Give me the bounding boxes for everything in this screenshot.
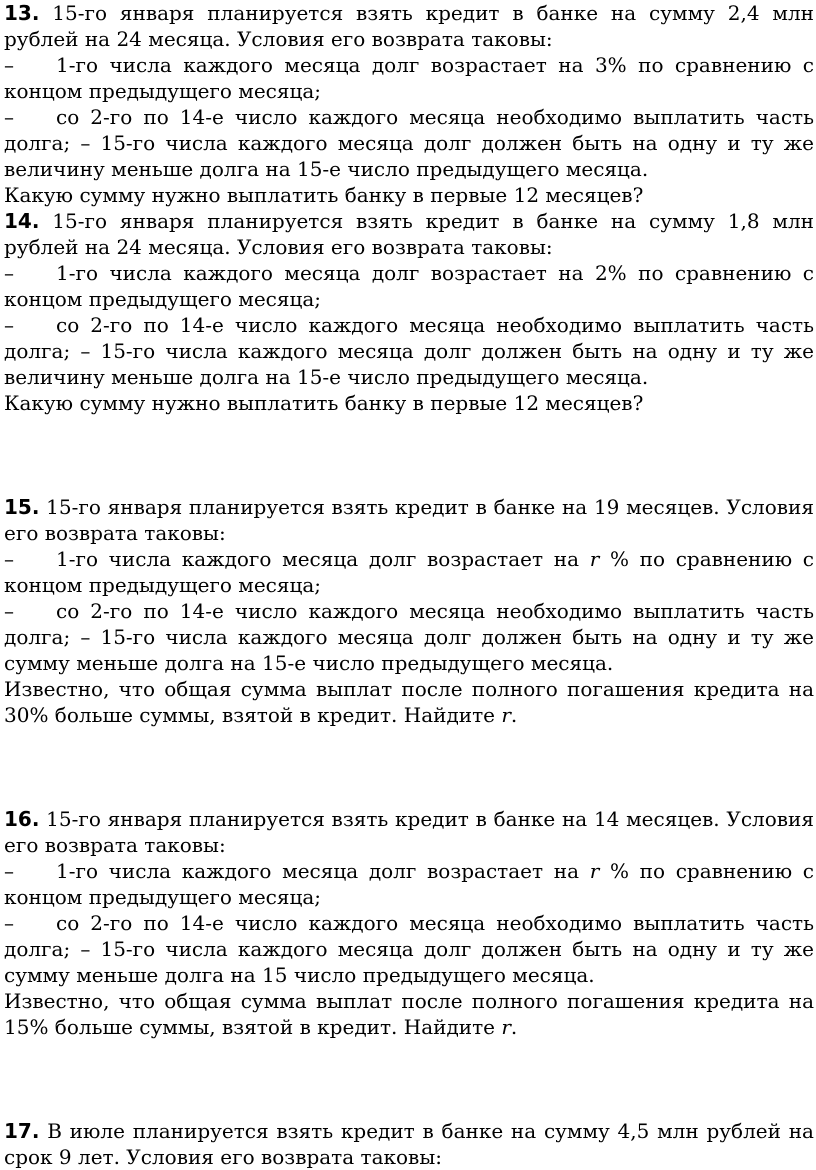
intro-text: 15-го января планируется взять кредит в банке на сумму 2,4 млн рублей на 24 месяца. Условия его возврата таковы:: [4, 1, 814, 51]
dash: –: [4, 105, 14, 129]
question: Какую сумму нужно выплатить банку в первые 12 месяцев?: [4, 391, 644, 415]
question-text: Известно, что общая сумма выплат после полного погашения кредита на 30% больше суммы, взятой в кредит. Найдите: [4, 677, 814, 727]
condition-text: 1-го числа каждого месяца долг возрастает на 2% по сравнению с концом предыдущего месяца;: [4, 261, 814, 311]
condition-1: [4, 858, 814, 910]
intro-text: 15-го января планируется взять кредит в банке на сумму 1,8 млн рублей на 24 месяца. Условия его возврата таковы:: [4, 209, 814, 259]
variable-r: r: [501, 1015, 511, 1039]
condition-text: со 2-го по 14-е число каждого месяца необходимо выплатить часть долга; – 15-го числа каждого месяца долг должен быть на одну и ту же сумму меньше долга на 15 число предыдущего месяца.: [4, 911, 814, 987]
problem-17: [4, 1118, 814, 1170]
dash: –: [4, 911, 14, 935]
problem-16: [4, 806, 814, 1040]
condition-text: со 2-го по 14-е число каждого месяца необходимо выплатить часть долга; – 15-го числа каждого месяца долг должен быть на одну и ту же величину меньше долга на 15-е число предыдущего месяца.: [4, 105, 814, 181]
variable-r: r: [589, 859, 600, 883]
problem-15: [4, 494, 814, 728]
variable-r: r: [501, 703, 511, 727]
problem-number: 17.: [4, 1119, 40, 1143]
problem-intro: [4, 494, 814, 546]
problem-intro: [4, 208, 814, 260]
dash: –: [4, 599, 14, 623]
condition-1: [4, 546, 814, 598]
condition-text: 1-го числа каждого месяца долг возрастает на: [56, 859, 580, 883]
condition-1: [4, 52, 814, 104]
intro-text: 15-го января планируется взять кредит в банке на 19 месяцев. Условия его возврата таковы:: [4, 495, 814, 545]
question: [4, 988, 814, 1040]
problem-number: 16.: [4, 807, 40, 831]
condition-text: со 2-го по 14-е число каждого месяца необходимо выплатить часть долга; – 15-го числа каждого месяца долг должен быть на одну и ту же величину меньше долга на 15-е число предыдущего месяца.: [4, 313, 814, 389]
condition-text: 1-го числа каждого месяца долг возрастает на: [56, 547, 580, 571]
dash: –: [4, 859, 14, 883]
condition-text: % по сравнению с концом предыдущего месяца;: [4, 547, 815, 597]
problem-intro: [4, 806, 814, 858]
spacer: [4, 416, 814, 494]
document-page: [4, 0, 814, 1170]
condition-2: [4, 910, 814, 988]
dash: –: [4, 53, 14, 77]
problem-number: 14.: [4, 209, 40, 233]
intro-text: 15-го января планируется взять кредит в банке на 14 месяцев. Условия его возврата таковы:: [4, 807, 814, 857]
condition-2: [4, 312, 814, 390]
problem-14: [4, 208, 814, 416]
spacer: [4, 728, 814, 806]
problem-number: 15.: [4, 495, 40, 519]
spacer: [4, 1040, 814, 1118]
condition-text: % по сравнению с концом предыдущего месяца;: [4, 859, 815, 909]
dash: –: [4, 313, 14, 337]
question-end: .: [510, 703, 518, 727]
condition-text: со 2-го по 14-е число каждого месяца необходимо выплатить часть долга; – 15-го числа каждого месяца долг должен быть на одну и ту же сумму меньше долга на 15-е число предыдущего месяца.: [4, 599, 814, 675]
condition-1: [4, 260, 814, 312]
question-end: .: [510, 1015, 518, 1039]
problem-intro: [4, 0, 814, 52]
problem-intro: [4, 1118, 814, 1170]
dash: –: [4, 261, 14, 285]
problem-13: [4, 0, 814, 208]
question: [4, 676, 814, 728]
question-text: Известно, что общая сумма выплат после полного погашения кредита на 15% больше суммы, взятой в кредит. Найдите: [4, 989, 814, 1039]
problem-number: 13.: [4, 1, 40, 25]
variable-r: r: [589, 547, 600, 571]
question: Какую сумму нужно выплатить банку в первые 12 месяцев?: [4, 183, 644, 207]
condition-2: [4, 598, 814, 676]
condition-text: 1-го числа каждого месяца долг возрастает на 3% по сравнению с концом предыдущего месяца;: [4, 53, 814, 103]
intro-text: В июле планируется взять кредит в банке на сумму 4,5 млн рублей на срок 9 лет. Условия его возврата таковы:: [4, 1119, 814, 1169]
condition-2: [4, 104, 814, 182]
dash: –: [4, 547, 14, 571]
